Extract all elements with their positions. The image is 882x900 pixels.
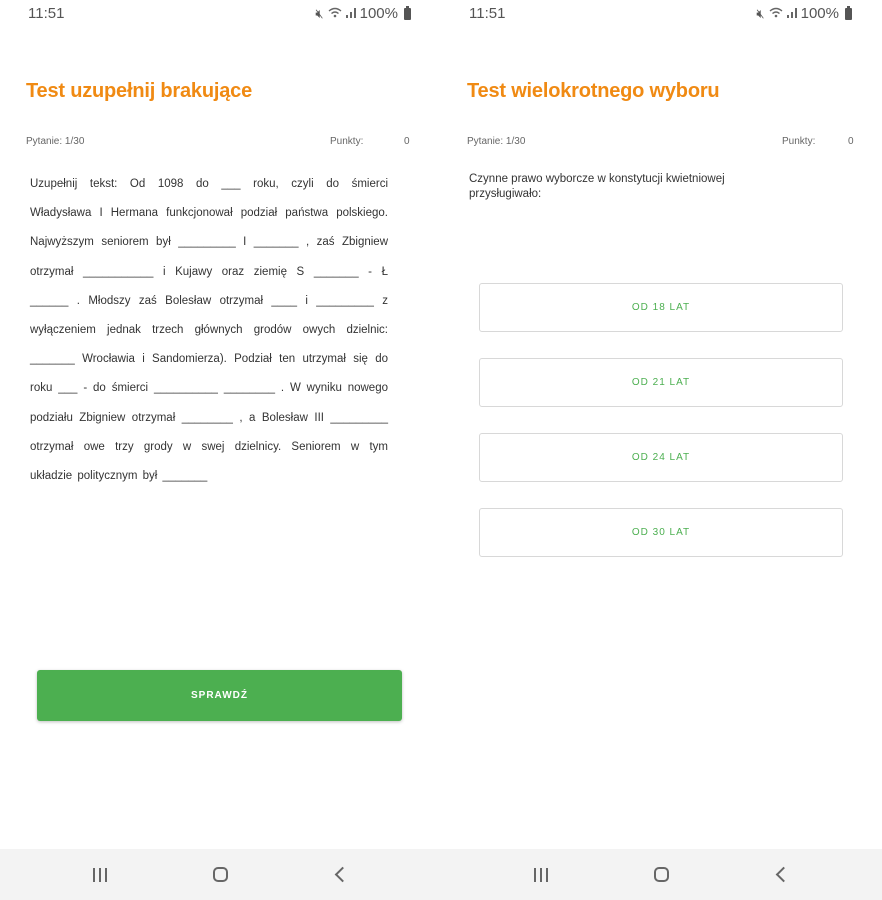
navigation-bar [0,849,441,900]
page-title: Test uzupełnij brakujące [26,80,253,102]
status-icons [315,5,411,22]
answer-option[interactable]: OD 24 LAT [479,433,843,482]
wifi-icon [769,6,783,21]
recent-apps-button[interactable] [521,855,561,895]
points-label: Punkty: [782,136,816,147]
back-button[interactable] [321,855,361,895]
back-icon [776,867,792,883]
question-text: Czynne prawo wyborcze w konstytucji kwietniowej przysługiwało: [469,173,725,200]
answer-option[interactable]: OD 30 LAT [479,508,843,557]
recent-apps-button[interactable] [80,855,120,895]
answer-option[interactable]: OD 18 LAT [479,283,843,332]
recent-apps-icon [93,868,107,882]
battery-percent: 100% [800,5,839,22]
status-bar [0,0,441,28]
status-bar [441,0,882,28]
recent-apps-icon [534,868,548,882]
question-counter: Pytanie: 1/30 [467,136,526,147]
signal-icon [346,6,356,21]
signal-icon [787,6,797,21]
back-button[interactable] [762,855,802,895]
battery-icon [845,8,852,20]
status-icons [756,5,852,22]
battery-percent: 100% [359,5,398,22]
mute-icon: 🔇︎ [756,5,765,21]
points-value: 0 [848,136,854,147]
home-button[interactable] [641,855,681,895]
multiple-choice-test-screen [441,0,882,900]
mute-icon: 🔇︎ [315,5,324,21]
back-icon [335,867,351,883]
answer-option[interactable]: OD 21 LAT [479,358,843,407]
battery-icon [404,8,411,20]
points-value: 0 [404,136,410,147]
home-button[interactable] [200,855,240,895]
wifi-icon [328,6,342,21]
fill-in-passage[interactable]: Uzupełnij tekst: Od 1098 do ___ roku, czyli do śmierci Władysława I Hermana funkcjonował podział państwa polskiego. Najwyższym seniorem był _________ I _______ , zaś Zbigniew otrzymał ___________ i Kujawy oraz ziemię S _______ - Ł ______ . Młodszy zaś Bolesław otrzymał ____ i _________ z wyłączeniem jednak trzech głównych grodów owych dzielnic: _______ Wrocławia i Sandomierza). Podział ten utrzymał się do roku ___ - do śmierci __________ ________ . W wyniku nowego podziału Zbigniew otrzymał ________ , a Bolesław III _________ otrzymał owe trzy grody w swej dzielnicy. Seniorem w tym układzie politycznym był _______ [30,178,388,483]
home-icon [213,867,228,882]
check-button[interactable]: SPRAWDŹ [37,670,402,721]
page-title: Test wielokrotnego wyboru [467,80,720,102]
status-time: 11:51 [469,5,506,22]
navigation-bar [441,849,882,900]
question-counter: Pytanie: 1/30 [26,136,85,147]
status-time: 11:51 [28,5,65,22]
home-icon [654,867,669,882]
points-label: Punkty: [330,136,364,147]
